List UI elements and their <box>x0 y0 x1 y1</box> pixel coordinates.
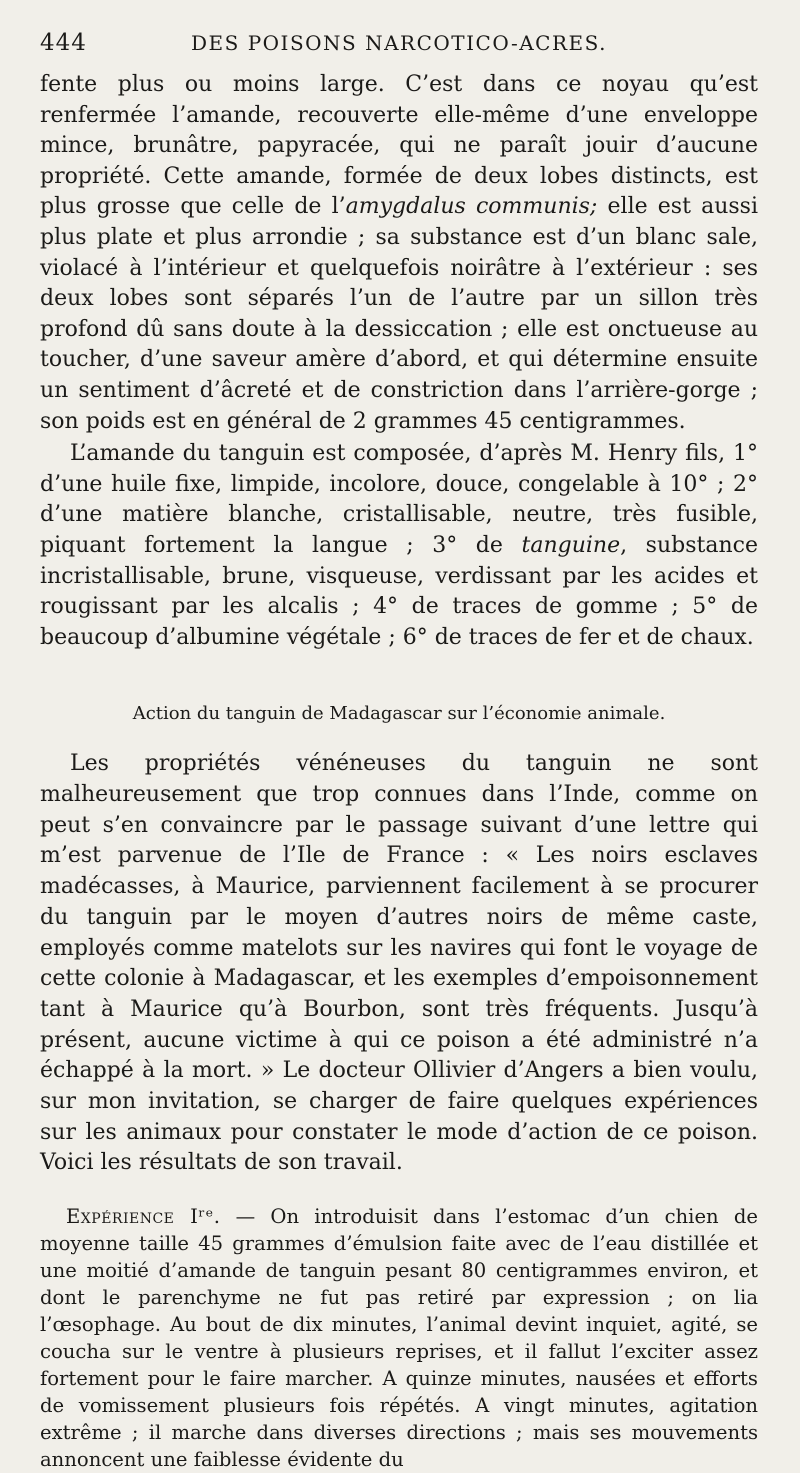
paragraph-1 <box>40 70 758 437</box>
paragraph-2-text-a: L’amande du tanguin est composée, d’après M. Henry fils, 1° d’une huile fixe, limpide, incolore, douce, congelable à 10° ; 2° d’une matière blanche, cristallisable, neutre, très fusible, piquant fortement la langue ; 3° de <box>40 441 758 558</box>
paragraph-1-rest: elle est aussi plus plate et plus arrondie ; sa substance est d’un blanc sale, violacé à l’intérieur et quelquefois noirâtre à l’extérieur : ses deux lobes sont séparés l’un de l’autre par un sillon très profond dû sans doute à la dessiccation ; elle est onctueuse au toucher, d’une saveur amère d’abord, et qui détermine ensuite un sentiment d’âcreté et de constriction dans l’arrière-gorge ; son poids est en général de 2 grammes 45 centigrammes. <box>40 194 758 434</box>
paragraph-2-text-b: , substance incristallisable, brune, visqueuse, verdissant par les acides et rougissant par les alcalis ; 4° de traces de gomme ; 5° de beaucoup d’albumine végétale ; 6° de traces de fer et de chaux. <box>40 532 758 650</box>
paragraph-4-text: — On introduisit dans l’estomac d’un chien de moyenne taille 45 grammes d’émulsion faite avec de l’eau distillée et une moitié d’amande de tanguin pesant 80 centigrammes environ, et dont le parenchyme ne fut pas retiré par expression ; on lia l’œsophage. Au bout de dix minutes, l’animal devint inquiet, agité, se coucha sur le ventre à plusieurs reprises, et il fallut l’exciter assez fortement pour le faire marcher. A quinze minutes, nausées et efforts de vomissement plusieurs fois répétés. A vingt minutes, agitation extrême ; il marche dans diverses directions ; mais ses mouvements annoncent une faiblesse évidente du <box>40 1205 758 1472</box>
paragraph-4 <box>40 1203 758 1473</box>
paragraph-3: Les propriétés vénéneuses du tanguin ne sont malheureusement que trop connues dans l’Inde, comme on peut s’en convaincre par le passage suivant d’une lettre qui m’est parvenue de l’Ile de France : « Les noirs esclaves madécasses, à Maurice, parviennent facilement à se procurer du tanguin par le moyen d’autres noirs de même caste, employés comme matelots sur les navires qui font le voyage de cette colonie à Madagascar, et les exemples d’empoisonnement tant à Maurice qu’à Bourbon, sont très fréquents. Jusqu’à présent, aucune victime à qui ce poison a été administré n’a échappé à la mort. » Le docteur Ollivier d’Angers a bien voulu, sur mon invitation, se charger de faire quelques expériences sur les animaux pour constater le mode d’action de ce poison. Voici les résultats de son travail. <box>40 751 758 1176</box>
paragraph-1-italic: amygdalus communis; <box>345 194 598 220</box>
section-heading: Action du tanguin de Madagascar sur l’économie animale. <box>132 703 666 725</box>
experiment-label: Expérience Iʳᵉ. <box>66 1205 221 1229</box>
page-number: 444 <box>40 30 87 56</box>
paragraph-1-text: fente plus ou moins large. C’est dans ce noyau qu’est renfermée l’amande, recouverte elle-même d’une enveloppe mince, brunâtre, papyracée, qui ne paraît jouir d’aucune propriété. Cette amande, formée de deux lobes distincts, est plus grosse que celle de l’ <box>40 72 758 220</box>
paragraph-2-italic: tanguine <box>521 532 621 558</box>
page-header <box>40 30 758 70</box>
paragraph-2 <box>40 439 758 653</box>
running-title: DES POISONS NARCOTICO-ACRES. <box>191 31 607 55</box>
